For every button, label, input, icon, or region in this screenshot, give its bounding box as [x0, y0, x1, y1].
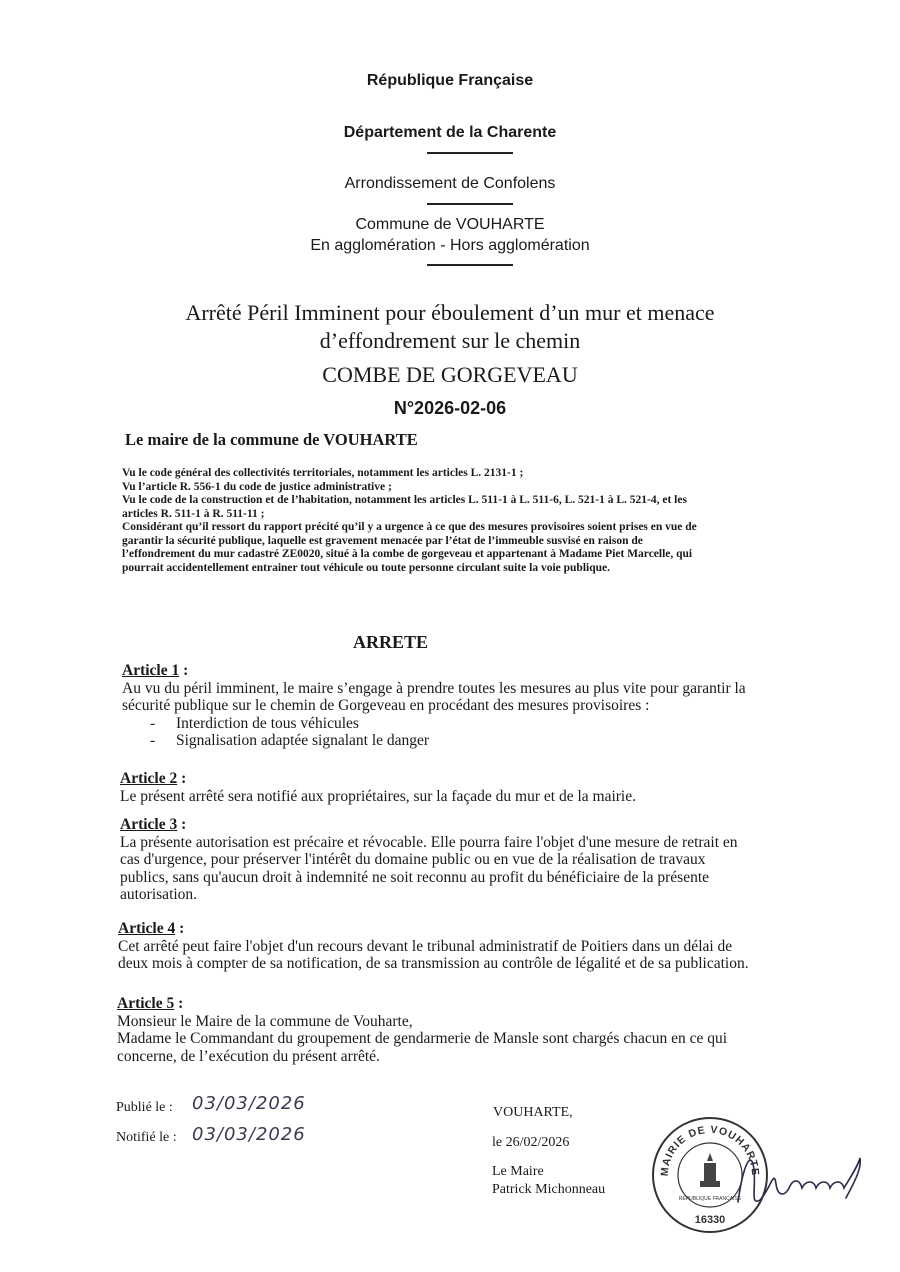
article-title: Article 2	[120, 770, 178, 787]
visa-line: l’effondrement du mur cadastré ZE0020, situé à la combe de gorgeveau et appartenant à Madame Piet Marcelle, qui	[122, 548, 693, 560]
zone-heading: En agglomération - Hors agglomération	[310, 237, 590, 254]
published-label: Publié le :	[116, 1100, 173, 1115]
article-title: Article 3	[120, 816, 178, 833]
article-title: Article 1	[122, 662, 180, 679]
stamp-text: MAIRIE DE VOUHARTE	[658, 1123, 762, 1177]
signature-name: Patrick Michonneau	[492, 1182, 606, 1197]
arrete-heading: ARRETE	[353, 632, 429, 652]
bullet-text: Signalisation adaptée signalant le danger	[176, 732, 430, 749]
article-colon: :	[179, 662, 189, 679]
marianne-figure	[700, 1153, 720, 1187]
article-line: publics, sans qu'aucun droit à indemnité ne soit reconnu au profit du bénéficiaire de la présente	[120, 868, 710, 886]
article-title: Article 5	[117, 995, 175, 1012]
bullet-item: - Signalisation adaptée signalant le danger	[150, 732, 430, 749]
mayor-heading: Le maire de la commune de VOUHARTE	[125, 430, 418, 449]
article-title: Article 4	[118, 920, 176, 937]
bullet-text: Interdiction de tous véhicules	[176, 714, 359, 732]
signature-date: le 26/02/2026	[492, 1135, 570, 1150]
article-line: deux mois à compter de sa notification, de sa transmission au contrôle de légalité et de sa publication.	[118, 955, 749, 972]
department-heading: Département de la Charente	[343, 124, 557, 141]
article-line: autorisation.	[120, 886, 198, 903]
title-line-1: Arrêté Péril Imminent pour éboulement d’un mur et menace	[185, 300, 715, 325]
arrondissement-heading: Arrondissement de Confolens	[344, 175, 556, 192]
article-2	[120, 770, 820, 805]
article-line: sécurité publique sur le chemin de Gorgeveau en procédant des mesures provisoires :	[122, 697, 650, 714]
article-line: La présente autorisation est précaire et révocable. Elle pourra faire l'objet d'une mesure de retrait en	[120, 833, 738, 851]
visa-line: pourrait accidentellement entrainer tout véhicule ou toute personne circulant suite la voie publique.	[122, 561, 610, 574]
article-line: cas d'urgence, pour préserver l'intérêt du domaine public ou en vue de la réalisation de travaux	[120, 851, 706, 868]
notified-date-handwritten: 03/03/2026	[192, 1124, 306, 1145]
article-5	[117, 995, 827, 1065]
visa-line: articles R. 511-1 à R. 511-11 ;	[122, 507, 265, 520]
article-line: Au vu du péril imminent, le maire s’engage à prendre toutes les mesures au plus vite pour garantir la	[122, 679, 746, 697]
stamp-subtext: REPUBLIQUE FRANCAISE	[678, 1196, 742, 1202]
article-line: Monsieur le Maire de la commune de Vouharte,	[117, 1012, 413, 1030]
article-colon: :	[177, 770, 187, 787]
article-colon: :	[177, 816, 187, 833]
divider	[427, 264, 513, 266]
visa-line: Vu le code de la construction et de l’habitation, notamment les articles L. 511-1 à L. 511-6, L. 521-1 à L. 521-4, et les	[122, 494, 687, 506]
article-line: Le présent arrêté sera notifié aux propriétaires, sur la façade du mur et de la mairie.	[120, 787, 636, 805]
article-1	[122, 662, 822, 750]
visa-line: Vu l’article R. 556-1 du code de justice administrative ;	[122, 480, 392, 493]
notified-label: Notifié le :	[116, 1130, 177, 1145]
divider	[427, 152, 513, 154]
article-colon: :	[174, 995, 184, 1012]
article-3	[120, 816, 820, 904]
mayor-signature	[730, 1140, 870, 1220]
commune-heading: Commune de VOUHARTE	[355, 216, 545, 233]
article-line: concerne, de l’exécution du présent arrêté.	[117, 1047, 380, 1065]
published-date-handwritten: 03/03/2026	[192, 1093, 306, 1114]
order-number: N°2026-02-06	[393, 398, 507, 418]
visa-line: garantir la sécurité publique, laquelle est gravement menacée par l’état de l’immeuble susvisé en raison de	[122, 534, 643, 547]
article-colon: :	[175, 920, 185, 937]
divider	[427, 203, 513, 205]
signature-place: VOUHARTE,	[493, 1105, 573, 1120]
stamp-postcode: 16330	[694, 1214, 726, 1226]
article-4	[118, 920, 828, 973]
republic-heading: République Française	[366, 72, 534, 89]
bullet-item: - Interdiction de tous véhicules	[150, 714, 359, 732]
title-line-2: d’effondrement sur le chemin	[319, 328, 581, 353]
article-line: Cet arrêté peut faire l'objet d'un recours devant le tribunal administratif de Poitiers dans un délai de	[118, 937, 733, 955]
title-place: COMBE DE GORGEVEAU	[322, 362, 578, 387]
visas-block	[122, 467, 822, 575]
visa-line: Vu le code général des collectivités territoriales, notamment les articles L. 2131-1 ;	[122, 467, 524, 479]
visa-line: Considérant qu’il ressort du rapport précité qu’il y a urgence à ce que des mesures provisoires soient prises en vue de	[122, 521, 697, 533]
article-line: Madame le Commandant du groupement de gendarmerie de Mansle sont chargés chacun en ce qui	[117, 1030, 728, 1047]
signature-role: Le Maire	[492, 1164, 544, 1179]
